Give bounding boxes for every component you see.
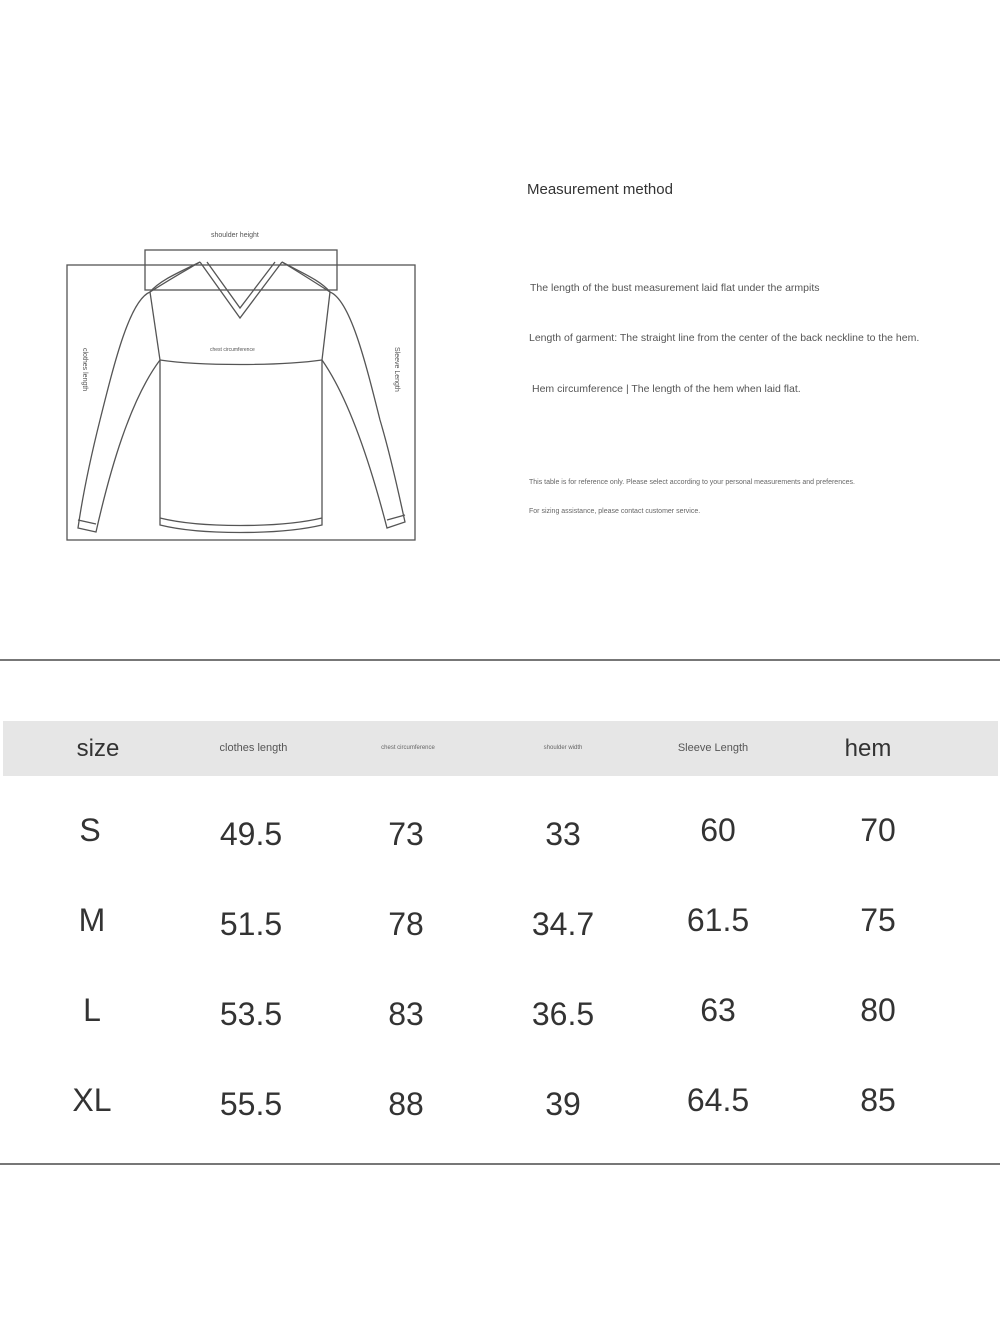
cell-shoulder: 36.5 — [531, 996, 595, 1032]
cell-sleeve: 64.5 — [686, 1082, 750, 1118]
measurement-diagram — [0, 0, 460, 600]
table-row — [0, 1080, 1000, 1170]
note-reference: This table is for reference only. Please select according to your personal measurements and preferences. — [529, 479, 855, 486]
cell-size: M — [78, 902, 106, 938]
table-row — [0, 990, 1000, 1080]
cell-size: XL — [72, 1082, 112, 1118]
cell-chest: 78 — [388, 906, 424, 942]
header-chest: chest circumference — [381, 745, 435, 751]
method-line-length: Length of garment: The straight line from the center of the back neckline to the hem. — [529, 332, 920, 344]
cell-shoulder: 39 — [545, 1086, 581, 1122]
cell-sleeve: 63 — [700, 992, 736, 1028]
header-clothes-length: clothes length — [219, 742, 288, 754]
chest-label: chest circumference — [210, 347, 255, 353]
divider-bottom — [0, 1163, 1000, 1165]
table-row — [0, 810, 1000, 900]
sleeve-label: Sleeve Length — [393, 347, 400, 392]
method-line-hem: Hem circumference | The length of the hem when laid flat. — [532, 383, 801, 395]
header-size: size — [76, 735, 120, 762]
cell-clothes-length: 51.5 — [219, 906, 283, 942]
cell-hem: 85 — [860, 1082, 896, 1118]
cell-chest: 88 — [388, 1086, 424, 1122]
cell-clothes-length: 53.5 — [219, 996, 283, 1032]
cell-clothes-length: 49.5 — [219, 816, 283, 852]
shirt-outline-drawing — [0, 0, 460, 600]
divider-top — [0, 659, 1000, 661]
header-hem: hem — [844, 735, 892, 762]
cell-chest: 83 — [388, 996, 424, 1032]
cell-size: S — [79, 812, 101, 848]
cell-clothes-length: 55.5 — [219, 1086, 283, 1122]
cell-sleeve: 60 — [700, 812, 736, 848]
cell-shoulder: 33 — [545, 816, 581, 852]
size-table-header — [3, 721, 998, 776]
method-line-bust: The length of the bust measurement laid flat under the armpits — [530, 282, 820, 294]
header-sleeve-length: Sleeve Length — [677, 742, 749, 754]
header-shoulder-width: shoulder width — [543, 745, 583, 751]
cell-shoulder: 34.7 — [531, 906, 595, 942]
cell-size: L — [83, 992, 101, 1028]
length-label: clothes length — [81, 348, 88, 392]
shoulder-label: shoulder height — [211, 232, 259, 239]
cell-hem: 75 — [860, 902, 896, 938]
cell-hem: 70 — [860, 812, 896, 848]
method-title: Measurement method — [527, 181, 673, 198]
cell-hem: 80 — [860, 992, 896, 1028]
cell-chest: 73 — [388, 816, 424, 852]
note-assistance: For sizing assistance, please contact customer service. — [529, 508, 701, 515]
cell-sleeve: 61.5 — [686, 902, 750, 938]
table-row — [0, 900, 1000, 990]
